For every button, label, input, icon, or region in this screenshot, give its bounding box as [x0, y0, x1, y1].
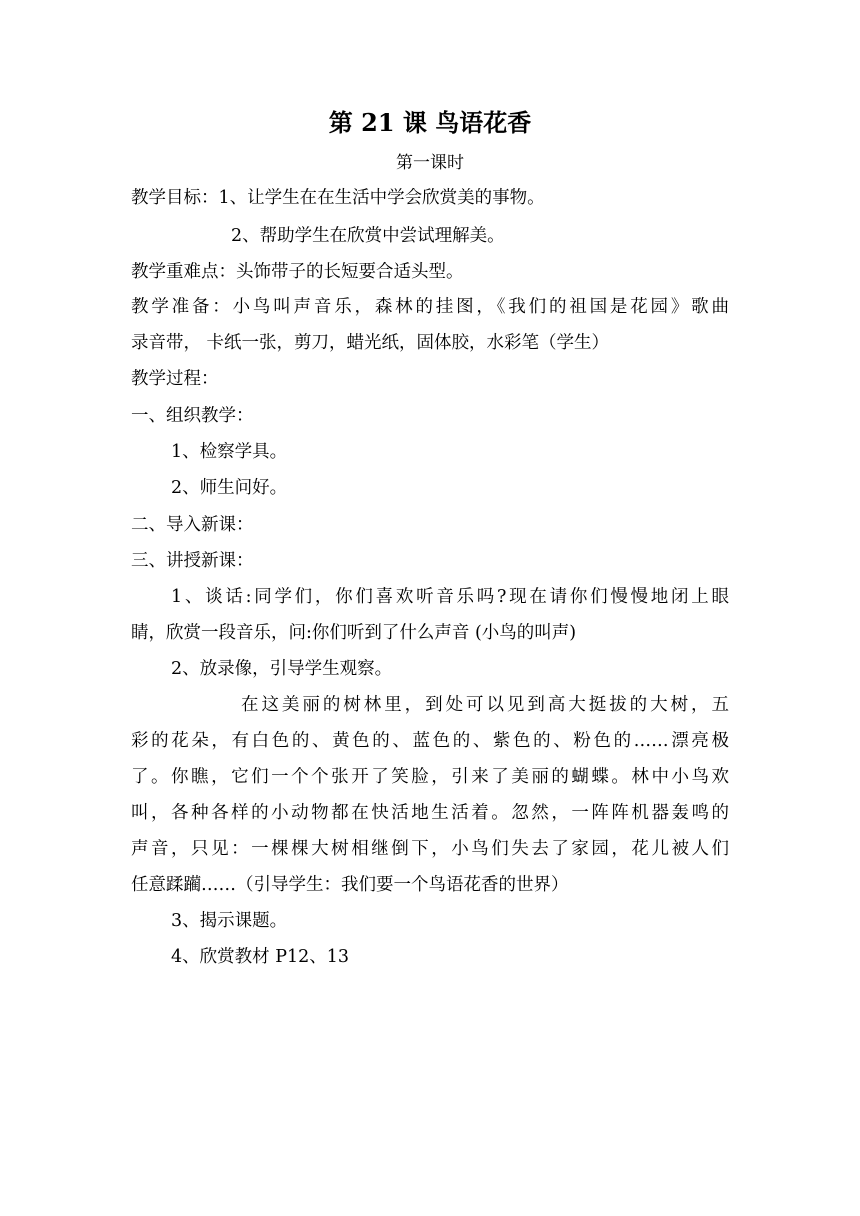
teaching-objective-1: 教学目标：1、让学生在在生活中学会欣赏美的事物。	[131, 188, 545, 208]
paragraph-line: 1、谈话:同学们，你们喜欢听音乐吗?现在请你们慢慢地闭上眼	[171, 587, 729, 607]
list-item: 4、欣赏教材 P12、13	[171, 947, 350, 967]
paragraph-line: 任意蹂躏……（引导学生：我们要一个鸟语花香的世界）	[131, 875, 569, 895]
teaching-process-heading: 教学过程：	[131, 369, 219, 389]
teaching-objective-2: 2、帮助学生在欣赏中尝试理解美。	[231, 226, 505, 246]
list-item: 2、放录像，引导学生观察。	[171, 659, 393, 679]
teaching-difficulty: 教学重难点：头饰带子的长短要合适头型。	[131, 262, 464, 282]
lesson-title: 第 21 课 鸟语花香	[328, 108, 532, 137]
list-item: 2、师生问好。	[171, 478, 288, 498]
section-heading-3: 三、讲授新课：	[131, 551, 254, 571]
section-heading-1: 一、组织教学：	[131, 406, 254, 426]
paragraph-line: 声音，只见：一棵棵大树相继倒下，小鸟们失去了家园，花儿被人们	[131, 839, 729, 859]
section-heading-2: 二、导入新课：	[131, 515, 254, 535]
teaching-preparation-line-2: 录音带， 卡纸一张，剪刀，蜡光纸，固体胶，水彩笔（学生）	[131, 333, 610, 353]
paragraph-line: 在这美丽的树林里，到处可以见到高大挺拔的大树，五	[241, 695, 729, 715]
list-item: 3、揭示课题。	[171, 911, 288, 931]
paragraph-line: 了。你瞧，它们一个个张开了笑脸，引来了美丽的蝴蝶。林中小鸟欢	[131, 767, 729, 787]
list-item: 1、检察学具。	[171, 442, 288, 462]
lesson-subtitle: 第一课时	[396, 153, 464, 173]
paragraph-line: 叫，各种各样的小动物都在快活地生活着。忽然，一阵阵机器轰鸣的	[131, 803, 729, 823]
paragraph-line: 睛，欣赏一段音乐，问:你们听到了什么声音 (小鸟的叫声)	[131, 623, 577, 643]
paragraph-line: 彩的花朵，有白色的、黄色的、蓝色的、紫色的、粉色的……漂亮极	[131, 731, 729, 751]
teaching-preparation-line-1: 教学准备：小鸟叫声音乐，森林的挂图，《我们的祖国是花园》歌曲	[131, 297, 729, 317]
